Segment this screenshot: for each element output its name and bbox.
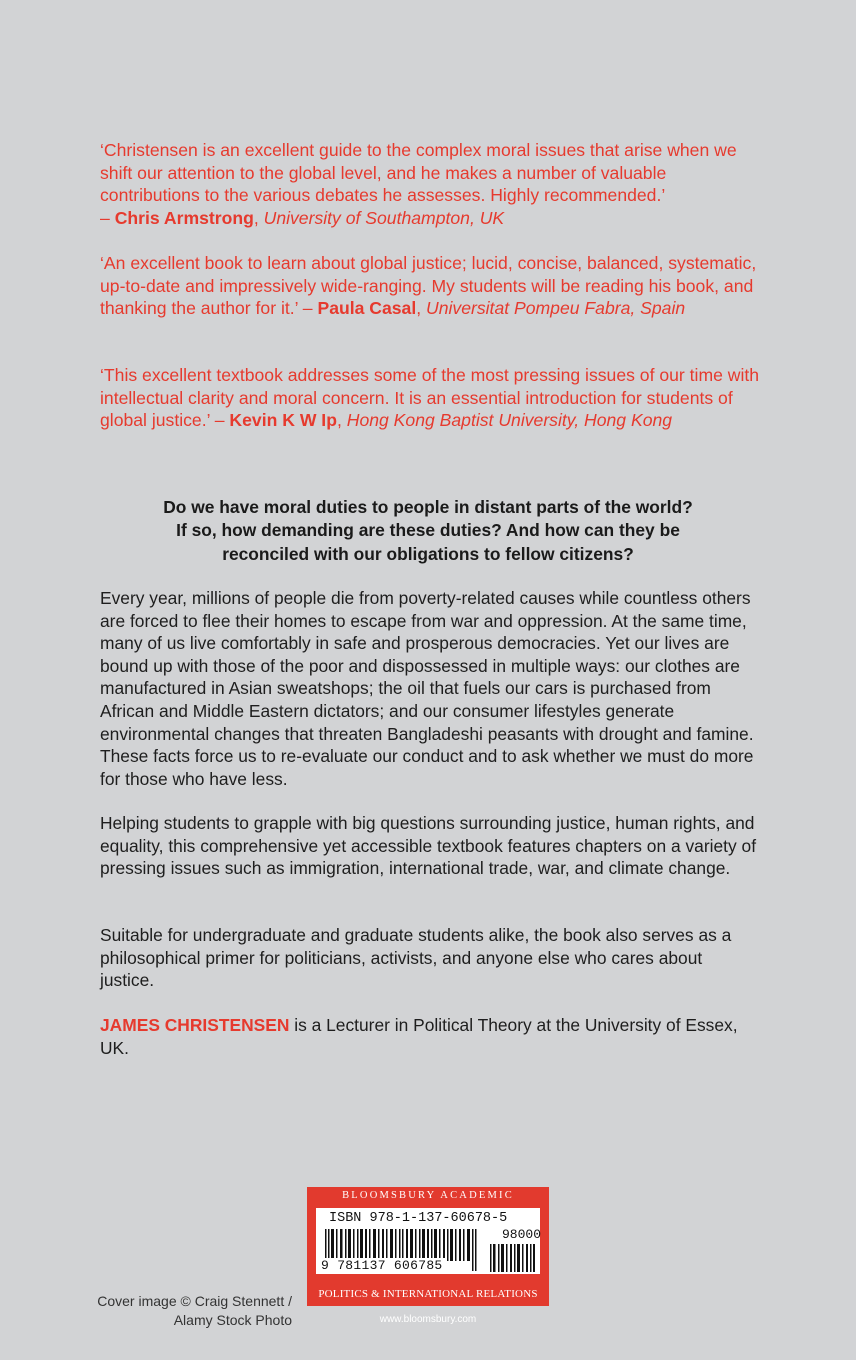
publisher-label: BLOOMSBURY ACADEMIC bbox=[342, 1190, 514, 1201]
review-quote-1 bbox=[100, 139, 760, 229]
cover-image-credit bbox=[60, 1292, 292, 1330]
quote-dash: – bbox=[297, 298, 318, 319]
price-code: 98000 bbox=[502, 1227, 542, 1242]
quote-sep: , bbox=[253, 207, 264, 228]
author-name: JAMES CHRISTENSEN bbox=[100, 1015, 290, 1035]
blurb-paragraph-2: Helping students to grapple with big questions surrounding justice, human rights, and equality, this comprehensive yet accessible textbook features chapters on a variety of pressing issues such as immigration, international trade, war, and climate change. bbox=[100, 813, 757, 879]
quote-affiliation: Universitat Pompeu Fabra, Spain bbox=[426, 298, 686, 319]
quote-text: ‘Christensen is an excellent guide to the complex moral issues that arise when we shift our attention to the global level, and he makes a number of valuable contributions to the various debates he assesses. Highly recommended.’ bbox=[100, 140, 737, 206]
quote-dash: – bbox=[209, 410, 230, 431]
quote-text: ‘This excellent textbook addresses some of the most pressing issues of our time with intellectual clarity and moral concern. It is an essential introduction for students of global justice.’ bbox=[100, 365, 760, 431]
quote-text: ‘An excellent book to learn about global justice; lucid, concise, balanced, systematic, up-to-date and impressively wide-ranging. My students will be reading his book, and thanking the author for it.’ bbox=[100, 253, 757, 319]
author-bio-text: is a Lecturer in Political Theory at the University of Essex, UK. bbox=[100, 1015, 738, 1058]
quote-author: Paula Casal bbox=[317, 298, 417, 319]
question-line: Do we have moral duties to people in distant parts of the world? bbox=[163, 497, 693, 517]
quote-affiliation: University of Southampton, UK bbox=[263, 207, 505, 228]
quote-dash: – bbox=[100, 207, 115, 228]
author-bio bbox=[100, 1014, 760, 1059]
price-barcode-graphic bbox=[488, 1244, 536, 1272]
subject-category: POLITICS & INTERNATIONAL RELATIONS bbox=[318, 1288, 538, 1300]
review-quote-2 bbox=[100, 252, 760, 320]
credit-line-2: Alamy Stock Photo bbox=[173, 1312, 292, 1328]
barcode-number: 9 781137 606785 bbox=[321, 1258, 443, 1273]
blurb-paragraph-1: Every year, millions of people die from poverty-related causes while countless others are forced to flee their homes to escape from war and oppression. At the same time, many of us live comfortably in safe and prosperous democracies. Yet our lives are bound up with those of the poor and dispossessed in multiple ways: our clothes are manufactured in Asian sweatshops; the oil that fuels our cars is purchased from African and Middle Eastern dictators; and our consumer lifestyles generate environmental changes that threaten Bangladeshi peasants with drought and famine. These facts force us to re-evaluate our conduct and to ask whether we must do more for those who have less. bbox=[100, 588, 754, 789]
quote-author: Kevin K W Ip bbox=[229, 410, 337, 431]
isbn-barcode-block bbox=[307, 1187, 549, 1306]
review-quote-3 bbox=[100, 364, 760, 432]
blurb-paragraph-3: Suitable for undergraduate and graduate students alike, the book also serves as a philosophical primer for politicians, activists, and anyone else who cares about justice. bbox=[100, 925, 732, 991]
key-questions bbox=[100, 496, 756, 566]
quote-affiliation: Hong Kong Baptist University, Hong Kong bbox=[346, 410, 673, 431]
quote-author: Chris Armstrong bbox=[114, 207, 254, 228]
isbn-number: ISBN 978-1-137-60678-5 bbox=[329, 1211, 508, 1226]
question-line: If so, how demanding are these duties? And how can they be bbox=[176, 520, 680, 541]
quote-sep: , bbox=[416, 298, 427, 319]
publisher-website[interactable]: www.bloomsbury.com bbox=[379, 1314, 477, 1325]
credit-line-1: Cover image © Craig Stennett / bbox=[97, 1293, 292, 1309]
barcode-panel bbox=[316, 1208, 540, 1274]
question-line: reconciled with our obligations to fellow citizens? bbox=[222, 543, 634, 564]
quote-sep: , bbox=[336, 410, 347, 431]
